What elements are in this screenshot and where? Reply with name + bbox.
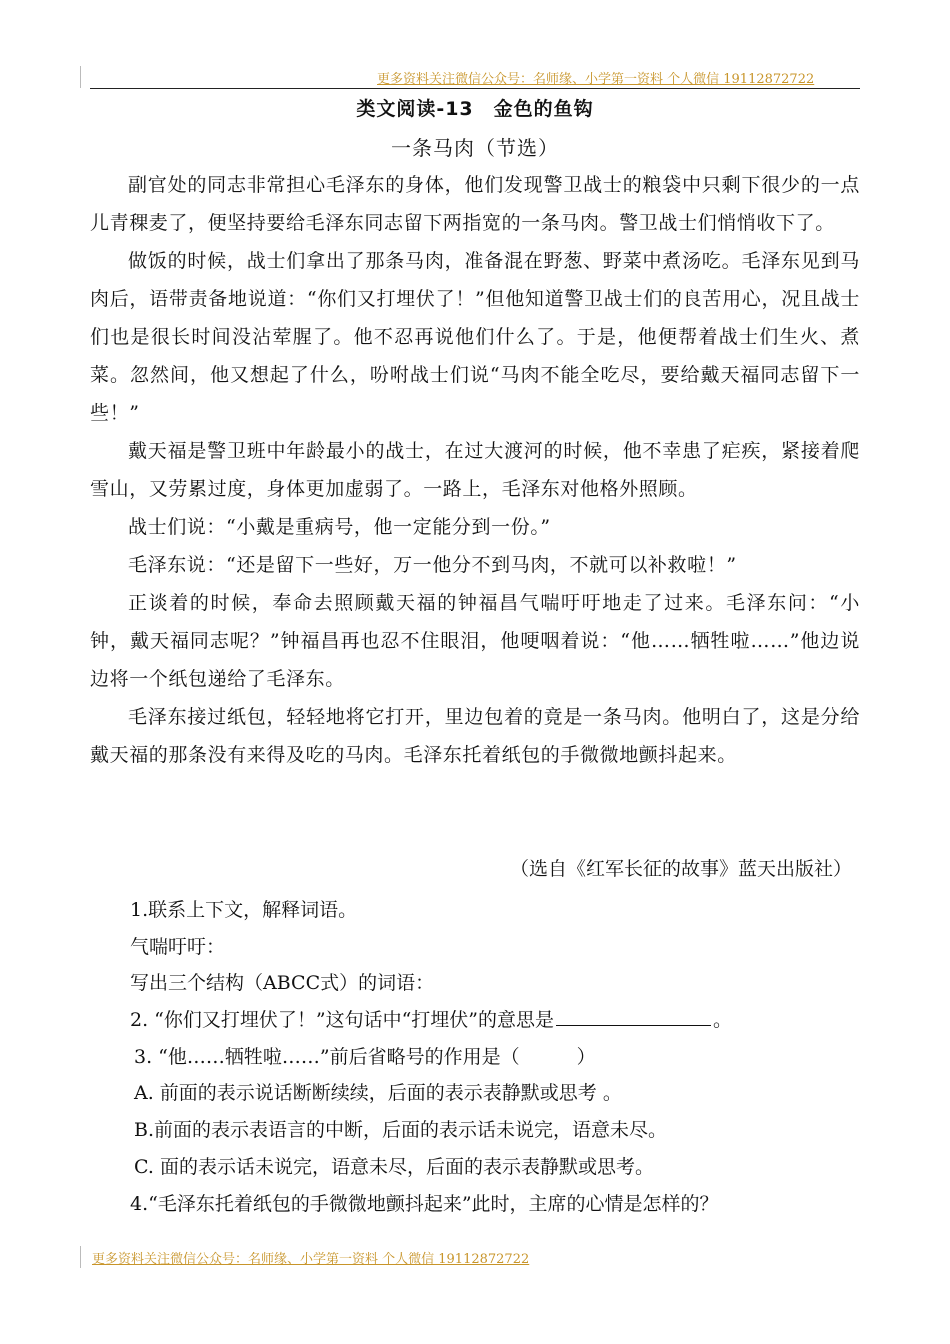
page-title: 类文阅读-13 金色的鱼钩: [356, 98, 594, 120]
question-4: 4.“毛泽东托着纸包的手微微地颤抖起来”此时，主席的心情是怎样的？: [130, 1192, 719, 1215]
question-1-word: 气喘吁吁：: [130, 935, 226, 958]
question-2-text: 2. “你们又打埋伏了！”这句话中“打埋伏”的意思是: [130, 1009, 555, 1032]
footer-watermark: 更多资料关注微信公众号：名师缘、小学第一资料 个人微信 19112872722: [92, 1252, 530, 1267]
footer-margin-mark: [80, 1246, 81, 1268]
question-1-abcc: 写出三个结构（ABCC式）的词语：: [130, 972, 435, 995]
paragraph-6: 正谈着的时候，奉命去照顾戴天福的钟福昌气喘吁吁地走了过来。毛泽东问：“小钟，戴天福同志呢？”钟福昌再也忍不住眼泪，他哽咽着说：“他……牺牲啦……”他边说边将一个纸包递给了毛泽东。: [90, 592, 860, 690]
paragraph-2: 做饭的时候，战士们拿出了那条马肉，准备混在野葱、野菜中煮汤吃。毛泽东见到马肉后，语带责备地说道：“你们又打埋伏了！”但他知道警卫战士们的良苦用心，况且战士们也是很长时间没沾荤腥了。他不忍再说他们什么了。于是，他便帮着战士们生火、煮菜。忽然间，他又想起了什么，吩咐战士们说“马肉不能全吃尽，要给戴天福同志留下一些！”: [90, 250, 860, 424]
question-2-end: 。: [713, 1009, 733, 1032]
question-list: [90, 892, 860, 1222]
passage-subtitle: 一条马肉（节选）: [391, 136, 559, 160]
paragraph-4: 战士们说：“小戴是重病号，他一定能分到一份。”: [128, 516, 551, 538]
header-divider: [90, 88, 860, 89]
question-2: [90, 1002, 860, 1039]
option-c: C. 面的表示话未说完，语意未尽，后面的表示表静默或思考。: [134, 1155, 654, 1178]
paragraph-7: 毛泽东接过纸包，轻轻地将它打开，里边包着的竟是一条马肉。他明白了，这是分给戴天福的那条没有来得及吃的马肉。毛泽东托着纸包的手微微地颤抖起来。: [90, 706, 860, 766]
reading-passage: [90, 166, 860, 774]
option-a: A. 前面的表示说话断断续续，后面的表示表静默或思考 。: [134, 1082, 622, 1105]
header-margin-mark: [80, 66, 81, 88]
passage-source: （选自《红军长征的故事》蓝天出版社）: [509, 858, 852, 880]
option-b: B.前面的表示表语言的中断，后面的表示话未说完，语意未尽。: [134, 1119, 668, 1142]
answer-blank[interactable]: [556, 1005, 711, 1026]
header-watermark: 更多资料关注微信公众号：名师缘、小学第一资料 个人微信 19112872722: [377, 72, 815, 87]
paragraph-1: 副官处的同志非常担心毛泽东的身体，他们发现警卫战士的粮袋中只剩下很少的一点儿青稞麦了，便坚持要给毛泽东同志留下两指宽的一条马肉。警卫战士们悄悄收下了。: [90, 174, 860, 234]
question-3: 3. “他……牺牲啦……”前后省略号的作用是（ ）: [134, 1045, 596, 1068]
question-1: 1.联系上下文，解释词语。: [130, 899, 358, 921]
paragraph-3: 戴天福是警卫班中年龄最小的战士，在过大渡河的时候，他不幸患了疟疾，紧接着爬雪山，又劳累过度，身体更加虚弱了。一路上，毛泽东对他格外照顾。: [90, 440, 860, 500]
paragraph-5: 毛泽东说：“还是留下一些好，万一他分不到马肉，不就可以补救啦！”: [128, 554, 737, 576]
